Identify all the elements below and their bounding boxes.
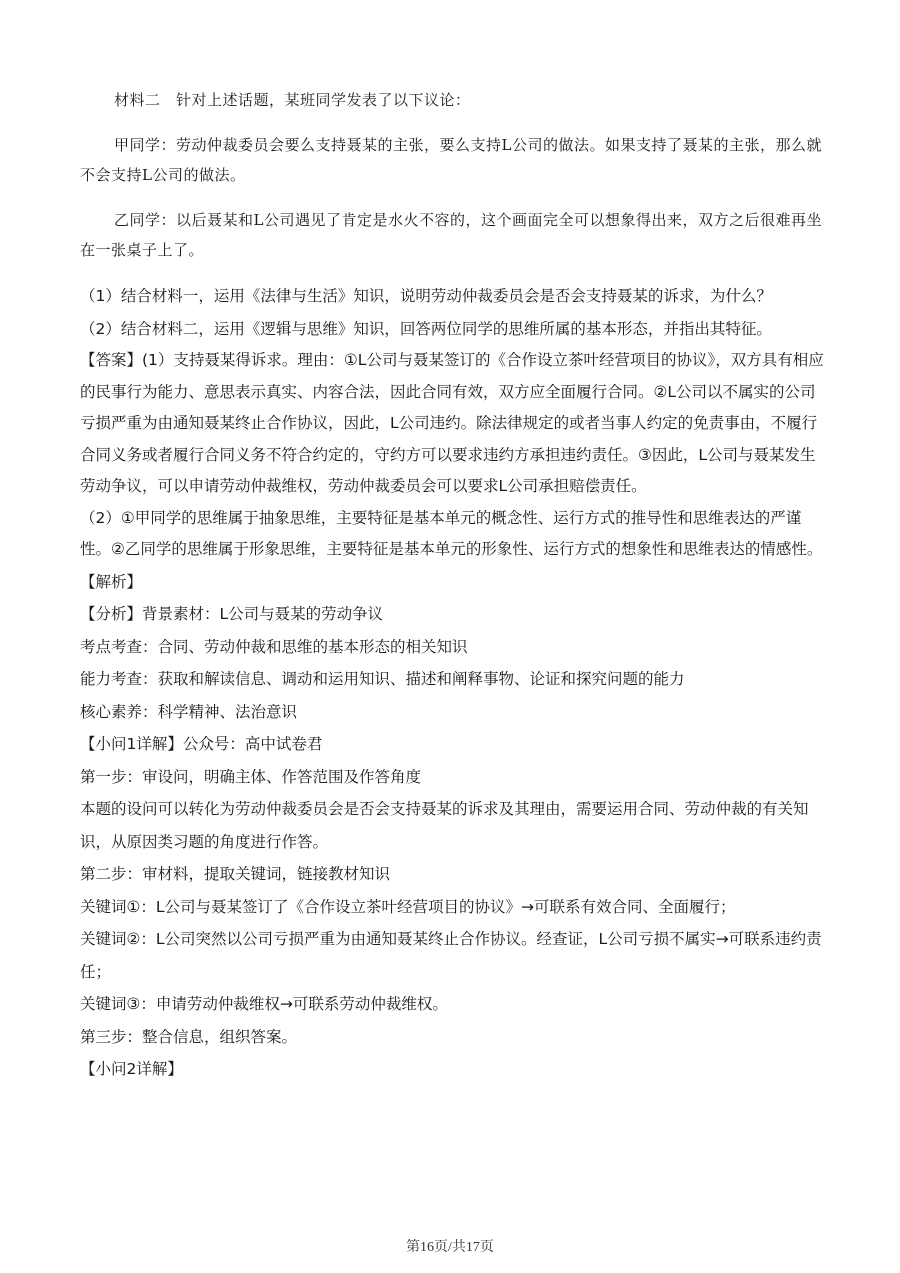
- keyword-2: 关键词②：L公司突然以公司亏损严重为由通知聂某终止合作协议。经查证，L公司亏损不属实→可联系违约责任；: [80, 930, 822, 981]
- step-3-title: 第三步：整合信息，组织答案。: [80, 1027, 298, 1046]
- answer-part-1: 【答案】(1）支持聂某得诉求。理由：①L公司与聂某签订的《合作设立茶叶经营项目的协议》，双方具有相应的民事行为能力、意思表示真实、内容合法，因此合同有效，双方应全面履行合同。②L公司以不属实的公司亏损严重为由通知聂某终止合作协议，因此，L公司违约。除法律规定的或者当事人约定的免责事由，不履行合同义务或者履行合同义务不符合约定的，守约方可以要求违约方承担违约责任。③因此，L公司与聂某发生劳动争议，可以申请劳动仲裁维权，劳动仲裁委员会可以要求L公司承担赔偿责任。: [80, 351, 824, 495]
- question-1: （1）结合材料一，运用《法律与生活》知识，说明劳动仲裁委员会是否会支持聂某的诉求，为什么？: [80, 287, 772, 305]
- keyword-3: 关键词③：申请劳动仲裁维权→可联系劳动仲裁维权。: [80, 995, 448, 1013]
- page-content: [80, 70, 825, 1086]
- analysis-header: 【解析】: [80, 572, 143, 591]
- material-two-intro: 材料二 针对上述话题，某班同学发表了以下议论：: [114, 91, 471, 109]
- page-number-footer: 第16页/共17页: [406, 1240, 494, 1255]
- keyword-1: 关键词①：L公司与聂某签订了《合作设立茶叶经营项目的协议》→可联系有效合同、全面履行；: [80, 897, 736, 916]
- step-2-title: 第二步：审材料，提取关键词，链接教材知识: [80, 865, 391, 883]
- step-1-title: 第一步：审设问，明确主体、作答范围及作答角度: [80, 767, 422, 786]
- question-2: （2）结合材料二，运用《逻辑与思维》知识，回答两位同学的思维所属的基本形态，并指出其特征。: [80, 319, 772, 338]
- analysis-test-points: 考点考查：合同、劳动仲裁和思维的基本形态的相关知识: [80, 637, 468, 656]
- student-yi-statement: 乙同学：以后聂某和L公司遇见了肯定是水火不容的，这个画面完全可以想象得出来，双方之后很难再坐在一张桌子上了。: [80, 211, 822, 259]
- analysis-core-literacy: 核心素养：科学精神、法治意识: [80, 702, 298, 721]
- student-jia-statement: 甲同学：劳动仲裁委员会要么支持聂某的主张，要么支持L公司的做法。如果支持了聂某的主张，那么就不会支持L公司的做法。: [80, 136, 822, 184]
- answer-part-2: （2）①甲同学的思维属于抽象思维，主要特征是基本单元的概念性、运行方式的推导性和思维表达的严谨性。②乙同学的思维属于形象思维，主要特征是基本单元的形象性、运行方式的想象性和思维表达的情感性。: [80, 508, 823, 558]
- sub-question-1-header: 【小问1详解】公众号：高中试卷君: [80, 735, 323, 753]
- analysis-background: 【分析】背景素材：L公司与聂某的劳动争议: [80, 605, 384, 623]
- step-1-text: 本题的设问可以转化为劳动仲裁委员会是否会支持聂某的诉求及其理由，需要运用合同、劳动仲裁的有关知识，从原因类习题的角度进行作答。: [80, 800, 809, 851]
- analysis-abilities: 能力考查：获取和解读信息、调动和运用知识、描述和阐释事物、论证和探究问题的能力: [80, 670, 685, 688]
- sub-question-2-header: 【小问2详解】: [80, 1060, 183, 1078]
